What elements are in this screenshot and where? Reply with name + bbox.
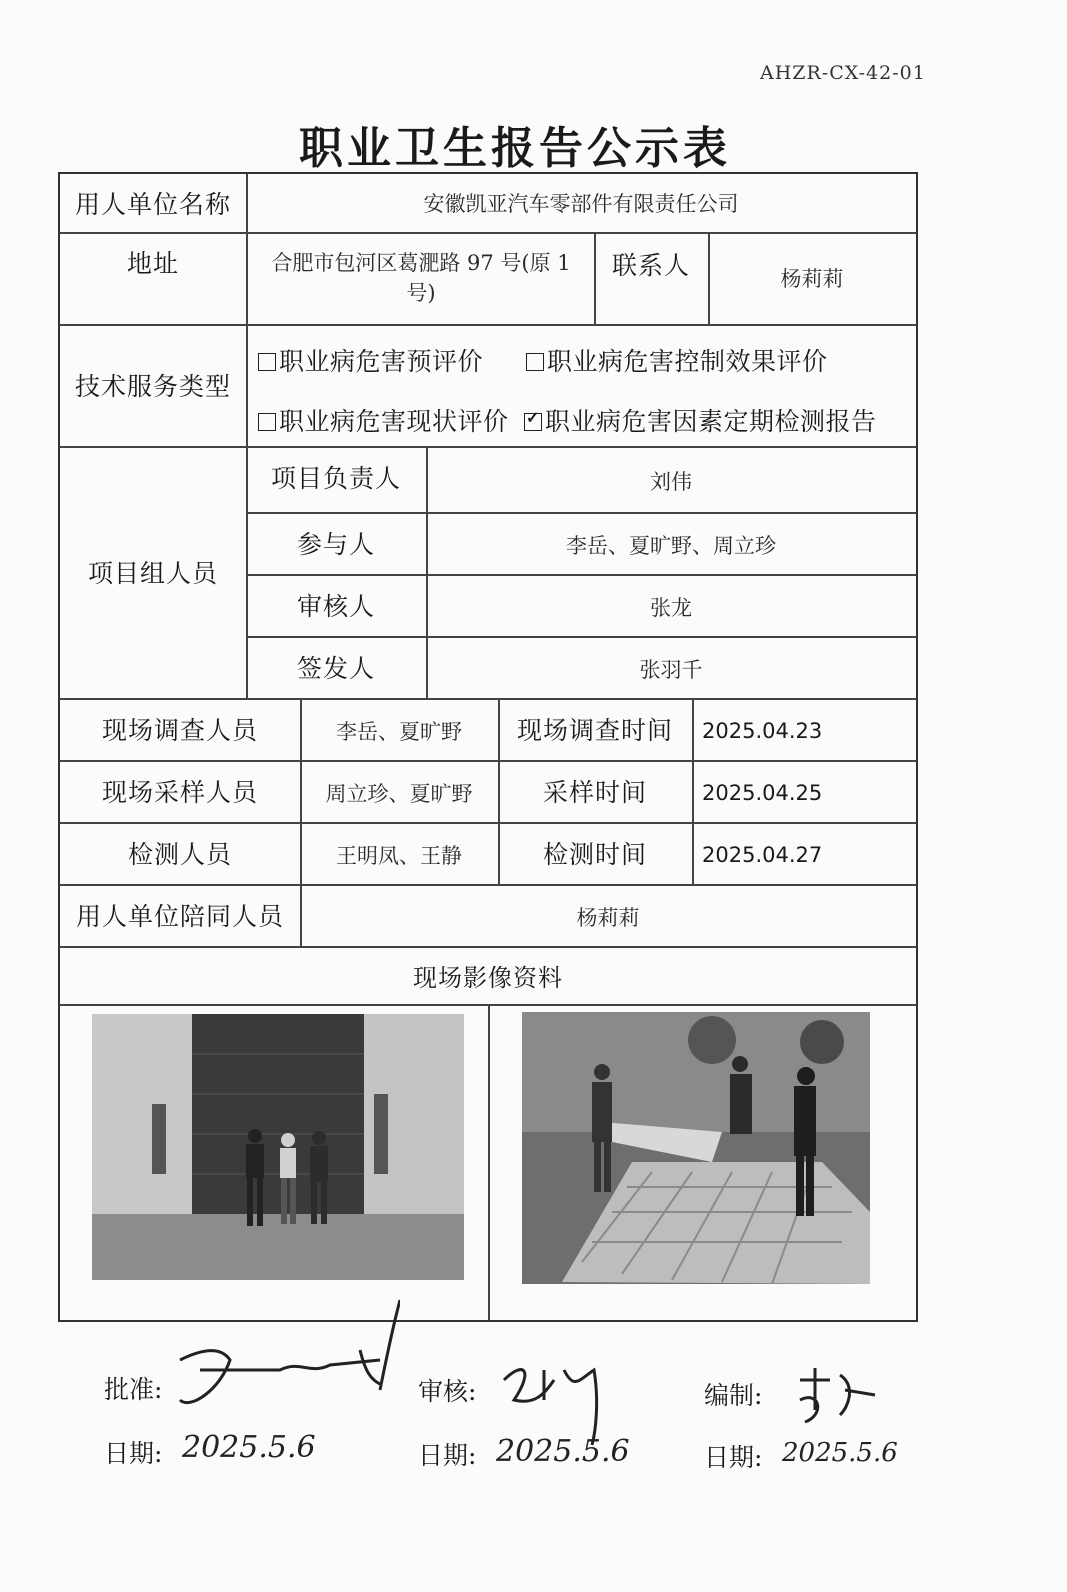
page-title: 职业卫生报告公示表 [299, 123, 731, 174]
compile-label: 编制: [704, 1381, 763, 1410]
site-photo-entrance-drawing [92, 1014, 464, 1280]
compile-date: 2025.5.6 [782, 1438, 898, 1468]
field-names: 周立珍、夏旷野 [325, 782, 473, 806]
review-label: 审核: [418, 1377, 477, 1406]
field-label: 现场采样人员 [101, 778, 258, 807]
employer-label: 用人单位名称 [74, 190, 231, 219]
team-role: 签发人 [296, 654, 375, 683]
field-time: 2025.04.27 [702, 843, 823, 867]
team-names: 张龙 [650, 596, 692, 620]
images-label: 现场影像资料 [413, 963, 563, 992]
site-photo-sampling [522, 1012, 870, 1284]
team-role: 项目负责人 [270, 464, 401, 493]
team-names: 李岳、夏旷野、周立珍 [566, 534, 776, 558]
contact-label: 联系人 [611, 251, 690, 280]
review-date: 2025.5.6 [496, 1434, 630, 1469]
service-option-pre-eval: 职业病危害预评价 [258, 342, 483, 378]
escort-value: 杨莉莉 [576, 906, 640, 930]
approve-label: 批准: [104, 1375, 163, 1404]
team-role: 审核人 [296, 592, 375, 621]
checkbox-icon [258, 413, 276, 431]
service-option-control-eval: 职业病危害控制效果评价 [526, 342, 828, 378]
site-photo-entrance [92, 1014, 464, 1280]
approve-date: 2025.5.6 [182, 1430, 316, 1465]
service-option-periodic-test: ✓ 职业病危害因素定期检测报告 [524, 402, 877, 438]
field-label: 检测人员 [127, 840, 232, 869]
team-role: 参与人 [296, 530, 375, 559]
checkbox-icon [526, 353, 544, 371]
address-label: 地址 [126, 249, 179, 278]
field-names: 李岳、夏旷野 [336, 720, 462, 744]
field-time-label: 现场调查时间 [516, 716, 673, 745]
service-option-status-eval: 职业病危害现状评价 [258, 402, 509, 438]
address-value: 合肥市包河区葛淝路 97 号(原 1 号) [271, 251, 571, 305]
service-type-label: 技术服务类型 [74, 372, 231, 401]
compile-date-label: 日期: [704, 1443, 763, 1472]
team-label: 项目组人员 [87, 559, 218, 588]
field-time: 2025.04.25 [702, 781, 823, 805]
escort-label: 用人单位陪同人员 [75, 902, 284, 931]
approve-date-label: 日期: [104, 1439, 163, 1468]
report-form [58, 172, 918, 1322]
contact-value: 杨莉莉 [780, 267, 844, 291]
checked-checkbox-icon [524, 413, 542, 431]
team-names: 刘伟 [650, 470, 692, 494]
review-date-label: 日期: [418, 1441, 477, 1470]
field-time: 2025.04.23 [702, 719, 823, 743]
site-photo-sampling-drawing [522, 1012, 870, 1284]
team-names: 张羽千 [639, 658, 703, 682]
approver-signature [160, 1290, 400, 1420]
employer-value: 安徽凯亚汽车零部件有限责任公司 [423, 192, 739, 216]
field-time-label: 采样时间 [542, 778, 647, 807]
checkbox-icon [258, 353, 276, 371]
field-names: 王明凤、王静 [336, 844, 462, 868]
field-time-label: 检测时间 [542, 840, 647, 869]
field-label: 现场调查人员 [101, 716, 258, 745]
form-code: AHZR-CX-42-01 [760, 62, 926, 84]
compiler-signature [790, 1360, 880, 1430]
